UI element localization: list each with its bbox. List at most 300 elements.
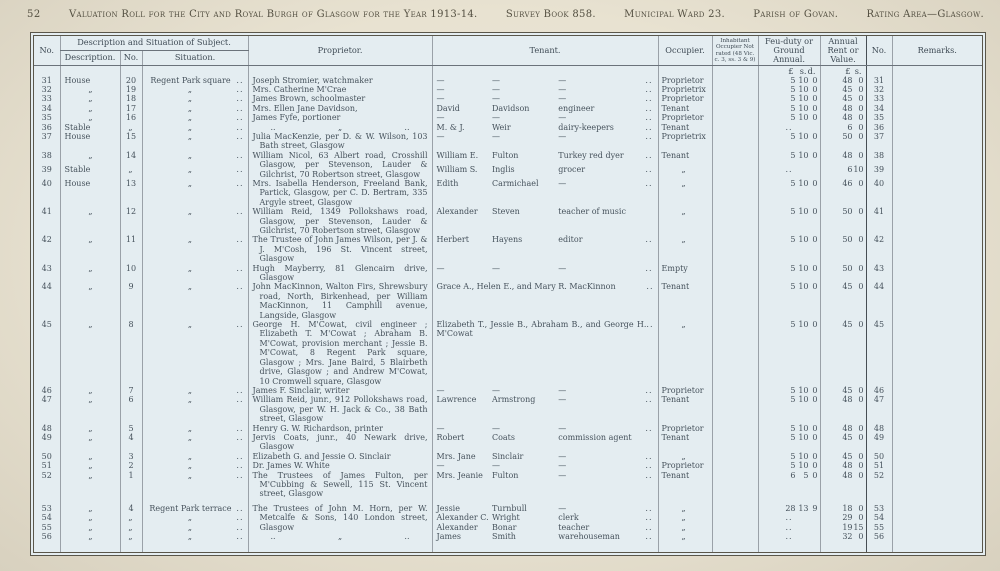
cell-no-right: 32 bbox=[866, 85, 892, 94]
header-no-right: No. bbox=[866, 36, 892, 66]
cell-situation: „ .. bbox=[142, 395, 248, 423]
cell-rent: 45 0 bbox=[820, 85, 866, 94]
cell-inhabitant-occupier bbox=[712, 235, 758, 263]
header-feu-duty: Feu-duty or Ground Annual. bbox=[758, 36, 820, 66]
valuation-table bbox=[34, 36, 982, 553]
cell-no-right: 37 bbox=[866, 132, 892, 151]
table-row bbox=[34, 532, 982, 541]
cell-inhabitant-occupier bbox=[712, 386, 758, 395]
filler-cell bbox=[248, 541, 432, 553]
cell-rent: 32 0 bbox=[820, 532, 866, 541]
cell-remarks bbox=[892, 282, 982, 320]
cell-remarks bbox=[892, 165, 982, 179]
cell-inhabitant-occupier bbox=[712, 94, 758, 103]
cell-tenant: David Davidson engineer .. bbox=[432, 104, 658, 113]
cell-remarks bbox=[892, 504, 982, 513]
cell-proprietor: George H. M'Cowat, civil engineer ; Elizabeth T. M'Cowat ; Abraham B. M'Cowat, provision merchant ; Jessie B. M'Cowat, 8 Regent Park square, Glasgow ; Mrs. Jane Baird, 5 Blairbeth drive, Glasgow ; and Andrew M'Cowat, 10 Cromwell square, Glasgow bbox=[248, 320, 432, 386]
cell-no-right: 52 bbox=[866, 471, 892, 499]
cell-remarks bbox=[892, 513, 982, 522]
cell-rent: 45 0 bbox=[820, 94, 866, 103]
table-frame bbox=[33, 35, 983, 553]
filler-cell bbox=[866, 541, 892, 553]
table-row bbox=[34, 504, 982, 513]
cell-no: 31 bbox=[41, 75, 52, 85]
cell-proprietor: John MacKinnon, Walton Firs, Shrewsbury road, North, Birkenhead, per William MacKinnon, 11 Camphill avenue, Langside, Glasgow bbox=[248, 282, 432, 320]
table-row bbox=[34, 76, 982, 85]
cell-feu-duty: 5 10 0 bbox=[758, 76, 820, 85]
cell-rent: 6 0 bbox=[820, 123, 866, 132]
header-occupier: Occupier. bbox=[658, 36, 712, 66]
header-inhabitant-occupier: Inhabitant Occupier Not rated (48 Vic. c. 3, ss. 3 & 9) bbox=[712, 36, 758, 66]
header-number: No. bbox=[120, 50, 142, 65]
cell-description: „ bbox=[60, 207, 120, 235]
cell-description: Stable bbox=[60, 165, 120, 179]
cell-no: 45 bbox=[41, 320, 52, 330]
cell-feu-duty: 5 10 0 bbox=[758, 320, 820, 386]
filler-row bbox=[34, 541, 982, 553]
cell-description: „ bbox=[60, 320, 120, 386]
cell-inhabitant-occupier bbox=[712, 452, 758, 461]
cell-occupier: Proprietor bbox=[658, 113, 712, 122]
cell-inhabitant-occupier bbox=[712, 433, 758, 452]
cell-number: „ bbox=[120, 513, 142, 522]
cell-situation: „ .. bbox=[142, 452, 248, 461]
cell-occupier: Tenant bbox=[658, 433, 712, 452]
table-row bbox=[34, 113, 982, 122]
survey-book: Survey Book 858. bbox=[505, 9, 596, 20]
cell-number: „ bbox=[120, 523, 142, 532]
cell-tenant: Elizabeth T., Jessie B., Abraham B., and George H. M'Cowat .. bbox=[432, 320, 658, 386]
cell-feu-duty: 28 13 9 bbox=[758, 504, 820, 513]
cell-number: 15 bbox=[120, 132, 142, 151]
cell-situation: „ .. bbox=[142, 165, 248, 179]
cell-no-right: 40 bbox=[866, 179, 892, 207]
cell-feu-duty: .. bbox=[758, 165, 820, 179]
table-row bbox=[34, 165, 982, 179]
cell-no-right: 33 bbox=[866, 94, 892, 103]
cell-situation: „ .. bbox=[142, 433, 248, 452]
cell-number: 4 bbox=[120, 504, 142, 513]
cell-proprietor: Mrs. Isabella Henderson, Freeland Bank, Partick, Glasgow, per C. D. Bertram, 335 Argyle street, Glasgow bbox=[248, 179, 432, 207]
rent-units: £ s. bbox=[820, 66, 866, 76]
cell-no-right: 54 bbox=[866, 513, 892, 522]
cell-description: House bbox=[60, 132, 120, 151]
cell-remarks bbox=[892, 532, 982, 541]
cell-no-right: 55 bbox=[866, 523, 892, 532]
table-row bbox=[34, 179, 982, 207]
page-header bbox=[27, 9, 984, 20]
cell-number: 3 bbox=[120, 452, 142, 461]
cell-inhabitant-occupier bbox=[712, 179, 758, 207]
table-row bbox=[34, 461, 982, 470]
cell-inhabitant-occupier bbox=[712, 282, 758, 320]
cell-feu-duty: 5 10 0 bbox=[758, 104, 820, 113]
cell-no-right: 48 bbox=[866, 424, 892, 433]
cell-tenant: Edith Carmichael — .. bbox=[432, 179, 658, 207]
volume-title: Valuation Roll for the City and Royal Burgh of Glasgow for the Year 1913-14. bbox=[69, 9, 478, 20]
cell-feu-duty: .. bbox=[758, 532, 820, 541]
cell-occupier: Proprietrix bbox=[658, 85, 712, 94]
cell-description: „ bbox=[60, 235, 120, 263]
cell-situation: „ .. bbox=[142, 123, 248, 132]
cell-occupier: Proprietor bbox=[658, 386, 712, 395]
cell-tenant: Alexander Bonar teacher .. bbox=[432, 523, 658, 532]
cell-no-right: 43 bbox=[866, 264, 892, 283]
cell-situation: „ .. bbox=[142, 264, 248, 283]
cell-no: 40 bbox=[41, 178, 52, 188]
cell-description: „ bbox=[60, 532, 120, 541]
cell-proprietor: James F. Sinclair, writer bbox=[248, 386, 432, 395]
cell-number: 5 bbox=[120, 424, 142, 433]
cell-feu-duty: 5 10 0 bbox=[758, 282, 820, 320]
cell-occupier: „ bbox=[658, 207, 712, 235]
cell-occupier: „ bbox=[658, 235, 712, 263]
cell-remarks bbox=[892, 264, 982, 283]
cell-occupier: Proprietor bbox=[658, 461, 712, 470]
cell-proprietor: Mrs. Catherine M'Crae bbox=[248, 85, 432, 94]
cell-description: House bbox=[60, 179, 120, 207]
cell-situation: „ .. bbox=[142, 113, 248, 122]
cell-inhabitant-occupier bbox=[712, 471, 758, 499]
cell-remarks bbox=[892, 235, 982, 263]
currency-units-row bbox=[34, 66, 982, 76]
cell-no: 34 bbox=[41, 103, 52, 113]
cell-proprietor: .. „ .. bbox=[248, 123, 432, 132]
cell-proprietor: The Trustees of John M. Horn, per W. Metcalfe & Sons, 140 London street, Glasgow bbox=[248, 504, 432, 532]
cell-remarks bbox=[892, 76, 982, 85]
cell-number: 12 bbox=[120, 207, 142, 235]
cell-no: 42 bbox=[41, 235, 52, 245]
cell-rent: 48 0 bbox=[820, 76, 866, 85]
cell-no: 56 bbox=[41, 532, 52, 541]
cell-tenant: Herbert Hayens editor .. bbox=[432, 235, 658, 263]
cell-remarks bbox=[892, 471, 982, 499]
cell-feu-duty: 5 10 0 bbox=[758, 424, 820, 433]
cell-inhabitant-occupier bbox=[712, 461, 758, 470]
cell-rent: 48 0 bbox=[820, 424, 866, 433]
cell-inhabitant-occupier bbox=[712, 85, 758, 94]
cell-number: 10 bbox=[120, 264, 142, 283]
cell-number: 11 bbox=[120, 235, 142, 263]
cell-feu-duty: .. bbox=[758, 513, 820, 522]
cell-description: „ bbox=[60, 504, 120, 513]
cell-inhabitant-occupier bbox=[712, 424, 758, 433]
cell-proprietor: .. „ .. bbox=[248, 532, 432, 541]
cell-no-right: 42 bbox=[866, 235, 892, 263]
cell-description: House bbox=[60, 76, 120, 85]
table-row bbox=[34, 424, 982, 433]
cell-occupier: Proprietor bbox=[658, 94, 712, 103]
cell-feu-duty: 6 5 0 bbox=[758, 471, 820, 499]
cell-no: 41 bbox=[41, 207, 52, 217]
cell-remarks bbox=[892, 132, 982, 151]
cell-occupier: „ bbox=[658, 165, 712, 179]
cell-feu-duty: 5 10 0 bbox=[758, 151, 820, 165]
cell-remarks bbox=[892, 94, 982, 103]
cell-no-right: 50 bbox=[866, 452, 892, 461]
cell-remarks bbox=[892, 523, 982, 532]
cell-no: 32 bbox=[41, 84, 52, 94]
valuation-table-body bbox=[34, 76, 982, 554]
cell-inhabitant-occupier bbox=[712, 523, 758, 532]
cell-tenant: — — — .. bbox=[432, 85, 658, 94]
header-annual-rent: Annual Rent or Value. bbox=[820, 36, 866, 66]
table-row bbox=[34, 320, 982, 386]
cell-inhabitant-occupier bbox=[712, 264, 758, 283]
cell-description: „ bbox=[60, 433, 120, 452]
cell-no: 53 bbox=[41, 503, 52, 513]
filler-cell bbox=[892, 541, 982, 553]
cell-situation: „ .. bbox=[142, 85, 248, 94]
cell-occupier: Proprietrix bbox=[658, 132, 712, 151]
cell-description: „ bbox=[60, 452, 120, 461]
cell-feu-duty: 5 10 0 bbox=[758, 235, 820, 263]
cell-inhabitant-occupier bbox=[712, 532, 758, 541]
cell-occupier: Tenant bbox=[658, 104, 712, 113]
cell-tenant: — — — .. bbox=[432, 76, 658, 85]
cell-tenant: Alexander Steven teacher of music bbox=[432, 207, 658, 235]
cell-rent: 46 0 bbox=[820, 179, 866, 207]
cell-no-right: 31 bbox=[866, 76, 892, 85]
cell-proprietor: William Reid, junr., 912 Pollokshaws road, Glasgow, per W. H. Jack & Co., 38 Bath street, Glasgow bbox=[248, 395, 432, 423]
cell-inhabitant-occupier bbox=[712, 151, 758, 165]
cell-situation: „ .. bbox=[142, 94, 248, 103]
table-row bbox=[34, 104, 982, 113]
cell-rent: 45 0 bbox=[820, 282, 866, 320]
cell-no: 54 bbox=[41, 513, 52, 523]
cell-rent: 50 0 bbox=[820, 235, 866, 263]
cell-situation: „ .. bbox=[142, 179, 248, 207]
cell-inhabitant-occupier bbox=[712, 207, 758, 235]
cell-proprietor: Elizabeth G. and Jessie O. Sinclair bbox=[248, 452, 432, 461]
cell-occupier: Proprietor bbox=[658, 76, 712, 85]
filler-cell bbox=[658, 541, 712, 553]
cell-situation: „ .. bbox=[142, 424, 248, 433]
cell-no-right: 56 bbox=[866, 532, 892, 541]
cell-situation: „ .. bbox=[142, 132, 248, 151]
cell-rent: 48 0 bbox=[820, 113, 866, 122]
cell-no: 46 bbox=[41, 385, 52, 395]
table-row bbox=[34, 523, 982, 532]
cell-remarks bbox=[892, 113, 982, 122]
cell-no: 47 bbox=[41, 395, 52, 405]
cell-inhabitant-occupier bbox=[712, 123, 758, 132]
table-row bbox=[34, 513, 982, 522]
cell-rent: 610 bbox=[820, 165, 866, 179]
cell-feu-duty: 5 10 0 bbox=[758, 85, 820, 94]
cell-description: „ bbox=[60, 523, 120, 532]
header-description-situation-group: Description and Situation of Subject. bbox=[60, 36, 248, 50]
cell-feu-duty: .. bbox=[758, 523, 820, 532]
cell-description: „ bbox=[60, 471, 120, 499]
filler-cell bbox=[142, 541, 248, 553]
cell-occupier: Tenant bbox=[658, 123, 712, 132]
table-row bbox=[34, 386, 982, 395]
cell-tenant: Robert Coats commission agent bbox=[432, 433, 658, 452]
cell-proprietor: Jervis Coats, junr., 40 Newark drive, Glasgow bbox=[248, 433, 432, 452]
filler-cell bbox=[34, 541, 60, 553]
cell-proprietor: William Nicol, 63 Albert road, Crosshill Glasgow, per Stevenson, Lauder & Gilchrist, 70 Robertson street, Glasgow bbox=[248, 151, 432, 179]
cell-no: 48 bbox=[41, 423, 52, 433]
cell-no: 49 bbox=[41, 432, 52, 442]
header-proprietor: Proprietor. bbox=[248, 36, 432, 66]
cell-description: „ bbox=[60, 461, 120, 470]
table-row bbox=[34, 85, 982, 94]
cell-inhabitant-occupier bbox=[712, 76, 758, 85]
cell-remarks bbox=[892, 104, 982, 113]
header-tenant: Tenant. bbox=[432, 36, 658, 66]
cell-description: „ bbox=[60, 386, 120, 395]
cell-inhabitant-occupier bbox=[712, 320, 758, 386]
cell-inhabitant-occupier bbox=[712, 513, 758, 522]
cell-number: 8 bbox=[120, 320, 142, 386]
cell-occupier: „ bbox=[658, 504, 712, 513]
cell-occupier: „ bbox=[658, 452, 712, 461]
cell-remarks bbox=[892, 386, 982, 395]
cell-occupier: „ bbox=[658, 320, 712, 386]
cell-inhabitant-occupier bbox=[712, 104, 758, 113]
cell-situation: „ .. bbox=[142, 207, 248, 235]
cell-no: 52 bbox=[41, 470, 52, 480]
cell-tenant: James Smith warehouseman .. bbox=[432, 532, 658, 541]
cell-occupier: „ bbox=[658, 523, 712, 532]
cell-description: „ bbox=[60, 104, 120, 113]
cell-no: 51 bbox=[41, 461, 52, 471]
cell-no: 36 bbox=[41, 122, 52, 132]
cell-no-right: 49 bbox=[866, 433, 892, 452]
cell-rent: 1915 bbox=[820, 523, 866, 532]
cell-no-right: 51 bbox=[866, 461, 892, 470]
cell-rent: 48 0 bbox=[820, 395, 866, 423]
cell-situation: „ .. bbox=[142, 532, 248, 541]
cell-rent: 45 0 bbox=[820, 386, 866, 395]
cell-tenant: Mrs. Jeanie Fulton — .. bbox=[432, 471, 658, 499]
cell-no-right: 45 bbox=[866, 320, 892, 386]
cell-remarks bbox=[892, 123, 982, 132]
cell-rent: 50 0 bbox=[820, 207, 866, 235]
cell-situation: „ .. bbox=[142, 235, 248, 263]
cell-remarks bbox=[892, 85, 982, 94]
cell-tenant: — — — .. bbox=[432, 424, 658, 433]
cell-no: 39 bbox=[41, 164, 52, 174]
cell-tenant: Grace A., Helen E., and Mary R. MacKinnon .. bbox=[432, 282, 658, 320]
cell-tenant: — — — .. bbox=[432, 264, 658, 283]
filler-cell bbox=[432, 541, 658, 553]
cell-rent: 48 0 bbox=[820, 104, 866, 113]
cell-inhabitant-occupier bbox=[712, 165, 758, 179]
table-row bbox=[34, 123, 982, 132]
cell-number: 18 bbox=[120, 94, 142, 103]
cell-rent: 50 0 bbox=[820, 132, 866, 151]
cell-occupier: Tenant bbox=[658, 151, 712, 165]
cell-rent: 48 0 bbox=[820, 461, 866, 470]
cell-situation: „ .. bbox=[142, 104, 248, 113]
cell-no: 35 bbox=[41, 113, 52, 123]
parish: Parish of Govan. bbox=[753, 9, 839, 20]
cell-situation: „ .. bbox=[142, 461, 248, 470]
cell-occupier: „ bbox=[658, 179, 712, 207]
cell-situation: „ .. bbox=[142, 513, 248, 522]
cell-no: 50 bbox=[41, 451, 52, 461]
cell-no: 55 bbox=[41, 522, 52, 532]
cell-no-right: 34 bbox=[866, 104, 892, 113]
cell-no: 44 bbox=[41, 282, 52, 292]
table-row bbox=[34, 395, 982, 423]
cell-remarks bbox=[892, 320, 982, 386]
cell-number: 19 bbox=[120, 85, 142, 94]
cell-proprietor: Henry G. W. Richardson, printer bbox=[248, 424, 432, 433]
cell-tenant: — — — .. bbox=[432, 386, 658, 395]
cell-tenant: M. & J. Weir dairy-keepers .. bbox=[432, 123, 658, 132]
cell-number: 17 bbox=[120, 104, 142, 113]
cell-tenant: — — — .. bbox=[432, 461, 658, 470]
cell-feu-duty: 5 10 0 bbox=[758, 386, 820, 395]
cell-remarks bbox=[892, 461, 982, 470]
filler-cell bbox=[820, 541, 866, 553]
cell-number: „ bbox=[120, 123, 142, 132]
cell-situation: Regent Park square .. bbox=[142, 76, 248, 85]
cell-situation: „ .. bbox=[142, 471, 248, 499]
cell-remarks bbox=[892, 424, 982, 433]
cell-inhabitant-occupier bbox=[712, 504, 758, 513]
cell-rent: 48 0 bbox=[820, 151, 866, 165]
cell-rent: 18 0 bbox=[820, 504, 866, 513]
cell-feu-duty: 5 10 0 bbox=[758, 113, 820, 122]
cell-no-right: 53 bbox=[866, 504, 892, 513]
cell-inhabitant-occupier bbox=[712, 395, 758, 423]
cell-remarks bbox=[892, 179, 982, 207]
cell-no-right: 41 bbox=[866, 207, 892, 235]
cell-proprietor: The Trustees of James Fulton, per M'Cubbing & Sewell, 115 St. Vincent street, Glasgow bbox=[248, 471, 432, 499]
cell-number: 16 bbox=[120, 113, 142, 122]
cell-description: „ bbox=[60, 85, 120, 94]
cell-remarks bbox=[892, 452, 982, 461]
rating-area: Rating Area—Glasgow. bbox=[866, 9, 984, 20]
table-row bbox=[34, 132, 982, 151]
cell-feu-duty: .. bbox=[758, 123, 820, 132]
cell-rent: 45 0 bbox=[820, 452, 866, 461]
cell-rent: 45 0 bbox=[820, 433, 866, 452]
table-row bbox=[34, 452, 982, 461]
table-row bbox=[34, 264, 982, 283]
filler-cell bbox=[120, 541, 142, 553]
cell-tenant: Lawrence Armstrong — .. bbox=[432, 395, 658, 423]
cell-feu-duty: 5 10 0 bbox=[758, 264, 820, 283]
table-row bbox=[34, 207, 982, 235]
filler-cell bbox=[758, 541, 820, 553]
cell-occupier: „ bbox=[658, 513, 712, 522]
cell-no-right: 44 bbox=[866, 282, 892, 320]
cell-remarks bbox=[892, 207, 982, 235]
valuation-roll-sheet bbox=[30, 32, 986, 556]
cell-description: „ bbox=[60, 395, 120, 423]
table-row bbox=[34, 282, 982, 320]
cell-no: 43 bbox=[41, 263, 52, 273]
cell-situation: „ .. bbox=[142, 386, 248, 395]
cell-rent: 50 0 bbox=[820, 264, 866, 283]
cell-feu-duty: 5 10 0 bbox=[758, 433, 820, 452]
cell-tenant: Mrs. Jane Sinclair — .. bbox=[432, 452, 658, 461]
cell-description: Stable bbox=[60, 123, 120, 132]
cell-remarks bbox=[892, 151, 982, 165]
table-row bbox=[34, 151, 982, 165]
cell-no-right: 38 bbox=[866, 151, 892, 165]
cell-situation: „ .. bbox=[142, 282, 248, 320]
municipal-ward: Municipal Ward 23. bbox=[624, 9, 725, 20]
cell-remarks bbox=[892, 433, 982, 452]
header-no-left: No. bbox=[34, 36, 60, 66]
cell-number: 9 bbox=[120, 282, 142, 320]
